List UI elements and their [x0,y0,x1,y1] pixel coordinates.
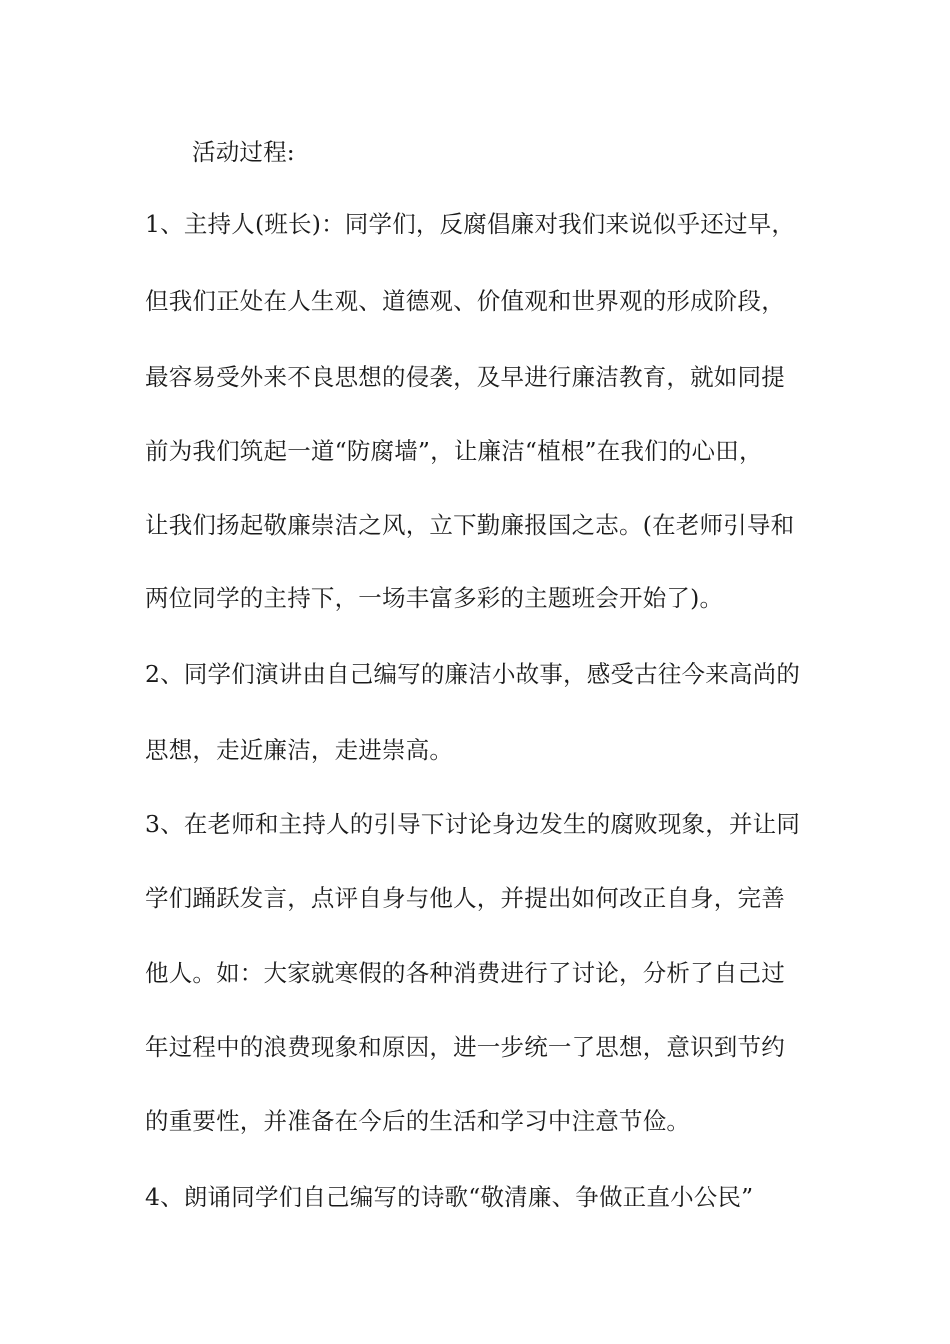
section-heading: 活动过程: [192,138,295,166]
text-line-3: 最容易受外来不良思想的侵袭，及早进行廉洁教育，就如同提 [145,363,785,391]
text-line-13: 的重要性，并准备在今后的生活和学习中注意节俭。 [145,1107,691,1135]
text-line-8: 思想，走近廉洁，走进崇高。 [145,736,454,764]
text-line-11: 他人。如：大家就寒假的各种消费进行了讨论，分析了自己过 [145,959,785,987]
text-line-2: 但我们正处在人生观、道德观、价值观和世界观的形成阶段， [145,287,785,315]
text-line-10: 学们踊跃发言，点评自身与他人，并提出如何改正自身，完善 [145,884,785,912]
text-line-5: 让我们扬起敬廉崇洁之风，立下勤廉报国之志。(在老师引导和 [145,511,795,539]
text-line-1: 1、主持人(班长)：同学们，反腐倡廉对我们来说似乎还过早， [145,210,796,238]
text-line-6: 两位同学的主持下，一场丰富多彩的主题班会开始了)。 [145,584,724,612]
text-line-7: 2、同学们演讲由自己编写的廉洁小故事，感受古往今来高尚的 [145,660,801,688]
text-line-9: 3、在老师和主持人的引导下讨论身边发生的腐败现象，并让同 [145,810,801,838]
text-line-12: 年过程中的浪费现象和原因，进一步统一了思想，意识到节约 [145,1033,785,1061]
text-line-4: 前为我们筑起一道“防腐墙”，让廉洁“植根”在我们的心田， [145,437,763,465]
text-line-14: 4、朗诵同学们自己编写的诗歌“敬清廉、争做正直小公民” [145,1183,754,1211]
